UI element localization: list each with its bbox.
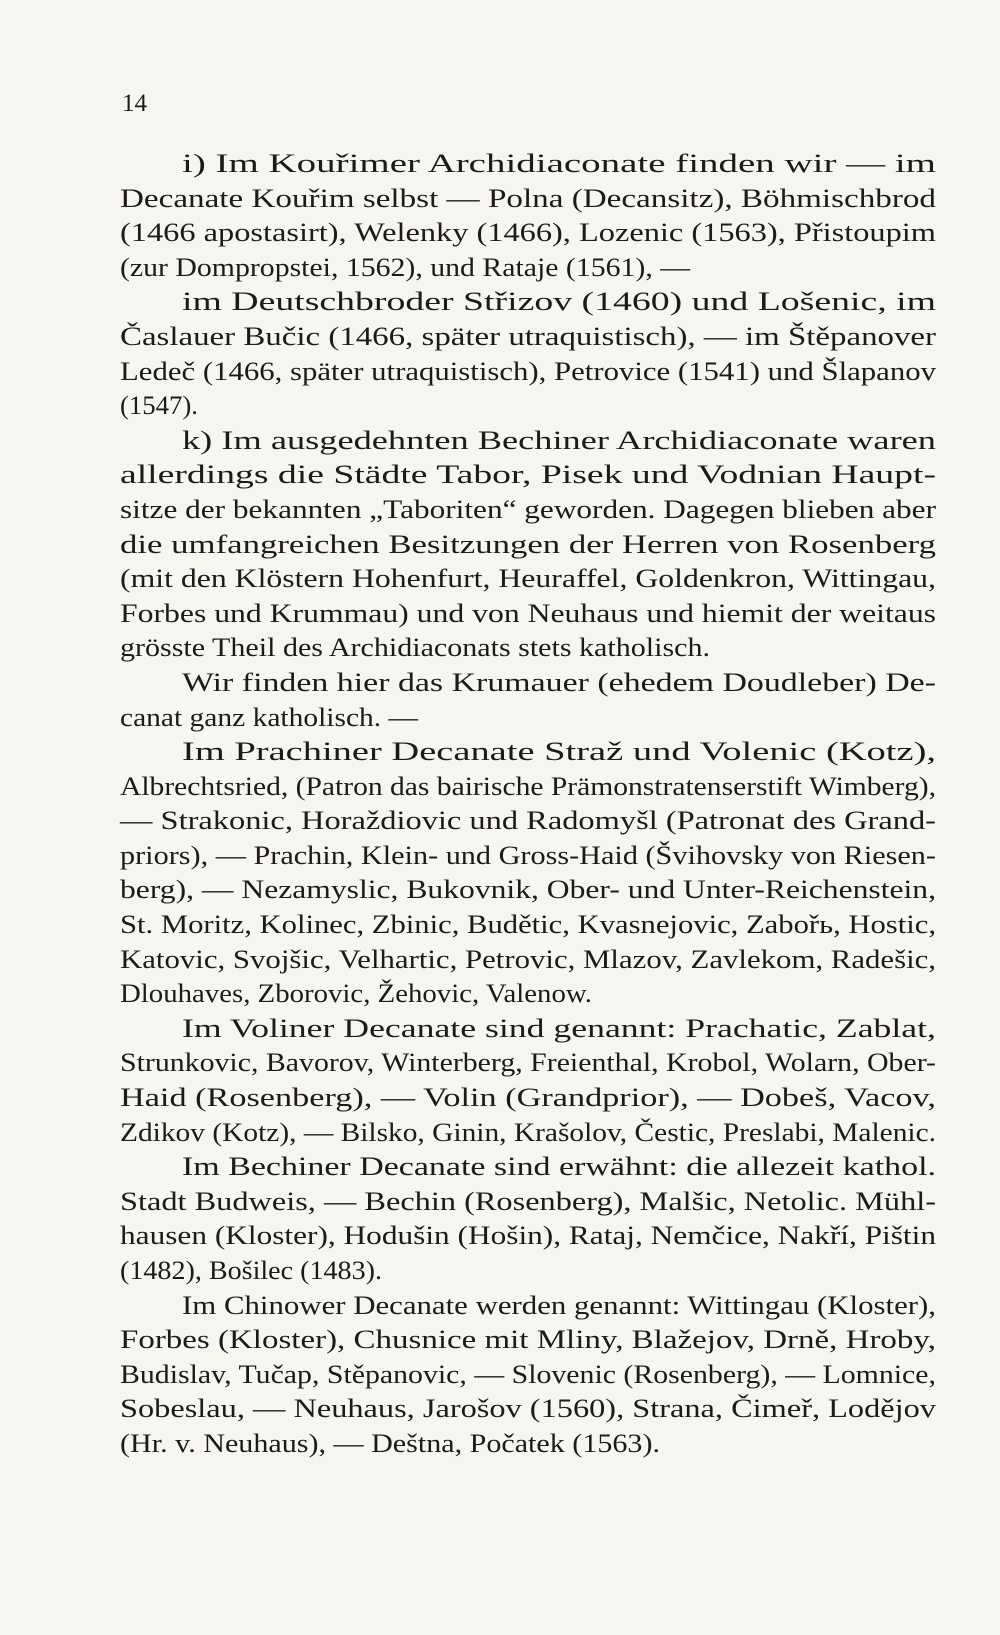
text-line: Časlauer Bučic (1466, später utraquistisch), — im Štěpanover: [120, 321, 937, 351]
text-line: (Hr. v. Neuhaus), — Deštna, Počatek (1563).: [120, 1428, 660, 1458]
text-line: Ledeč (1466, später utraquistisch), Petrovice (1541) und Šlapanov: [120, 356, 936, 386]
text-line: Zdikov (Kotz), — Bilsko, Ginin, Krašolov, Čestic, Preslabi, Malenic.: [120, 1117, 936, 1147]
text-line: Decanate Kouřim selbst — Polna (Decansitz), Böhmischbrod: [120, 183, 936, 213]
text-line: Im Chinower Decanate werden genannt: Wittingau (Kloster),: [182, 1290, 936, 1320]
text-line: St. Moritz, Kolinec, Zbinic, Budětic, Kvasnejovic, Zabořь, Hostic,: [120, 910, 937, 940]
text-line: Stadt Budweis, — Bechin (Rosenberg), Malšic, Netolic. Mühl-: [120, 1186, 936, 1216]
text-line: (1547).: [120, 391, 198, 421]
text-line: die umfangreichen Besitzungen der Herren von Rosenberg: [120, 529, 937, 559]
page-number: 14: [122, 90, 147, 117]
text-line: canat ganz katholisch. —: [120, 702, 418, 732]
text-line: priors), — Prachin, Klein- und Gross-Haid (Švihovsky von Riesen-: [120, 840, 936, 870]
text-line: — Strakonic, Horaždiovic und Radomyšl (Patronat des Grand-: [120, 806, 936, 836]
text-line: Forbes und Krummau) und von Neuhaus und hiemit der weitaus: [120, 598, 936, 628]
text-line: Im Voliner Decanate sind genannt: Prachatic, Zablat,: [182, 1013, 936, 1043]
text-line: i) Im Kouřimer Archidiaconate finden wir — im: [182, 149, 936, 178]
text-line: (mit den Klöstern Hohenfurt, Heuraffel, Goldenkron, Wittingau,: [120, 564, 936, 594]
text-line: Sobeslau, — Neuhaus, Jarošov (1560), Strana, Čimeř, Lodějov: [120, 1394, 936, 1424]
text-line: Katovic, Svojšic, Velhartic, Petrovic, Mlazov, Zavlekom, Radešic,: [120, 944, 936, 974]
text-line: Im Prachiner Decanate Straž und Volenic (Kotz),: [182, 737, 936, 767]
text-line: Budislav, Tučap, Stěpanovic, — Slovenic (Rosenberg), — Lomnice,: [120, 1359, 936, 1389]
text-line: im Deutschbroder Střizov (1460) und Lošenic, im: [182, 287, 936, 317]
body-text: [120, 147, 936, 1462]
text-line: grösste Theil des Archidiaconats stets katholisch.: [120, 633, 710, 663]
text-line: Im Bechiner Decanate sind erwähnt: die allezeit kathol.: [182, 1152, 936, 1182]
text-line: (1466 apostasirt), Welenky (1466), Lozenic (1563), Přistoupim: [120, 218, 936, 248]
text-line: k) Im ausgedehnten Bechiner Archidiaconate waren: [182, 425, 936, 455]
text-line: (1482), Bošilec (1483).: [120, 1256, 382, 1285]
text-line: allerdings die Städte Tabor, Pisek und Vodnian Haupt-: [120, 460, 936, 490]
text-line: Forbes (Kloster), Chusnice mit Mliny, Blažejov, Drně, Hroby,: [120, 1325, 936, 1355]
text-line: Dlouhaves, Zborovic, Žehovic, Valenow.: [120, 979, 592, 1009]
text-line: (zur Dompropstei, 1562), und Rataje (1561), —: [120, 252, 690, 282]
text-line: Albrechtsried, (Patron das bairische Prämonstratenserstift Wimberg),: [120, 771, 936, 801]
text-line: hausen (Kloster), Hodušin (Hošin), Rataj, Nemčice, Nakří, Pištin: [120, 1221, 936, 1251]
text-line: Wir finden hier das Krumauer (ehedem Doudleber) De-: [182, 667, 936, 697]
text-line: Haid (Rosenberg), — Volin (Grandprior), — Dobeš, Vacov,: [120, 1083, 936, 1113]
text-line: Strunkovic, Bavorov, Winterberg, Freienthal, Krobol, Wolarn, Ober-: [120, 1048, 936, 1078]
text-line: sitze der bekannten „Taboriten“ geworden. Dagegen blieben aber: [120, 494, 936, 524]
text-line: berg), — Nezamyslic, Bukovnik, Ober- und Unter-Reichenstein,: [120, 875, 936, 905]
